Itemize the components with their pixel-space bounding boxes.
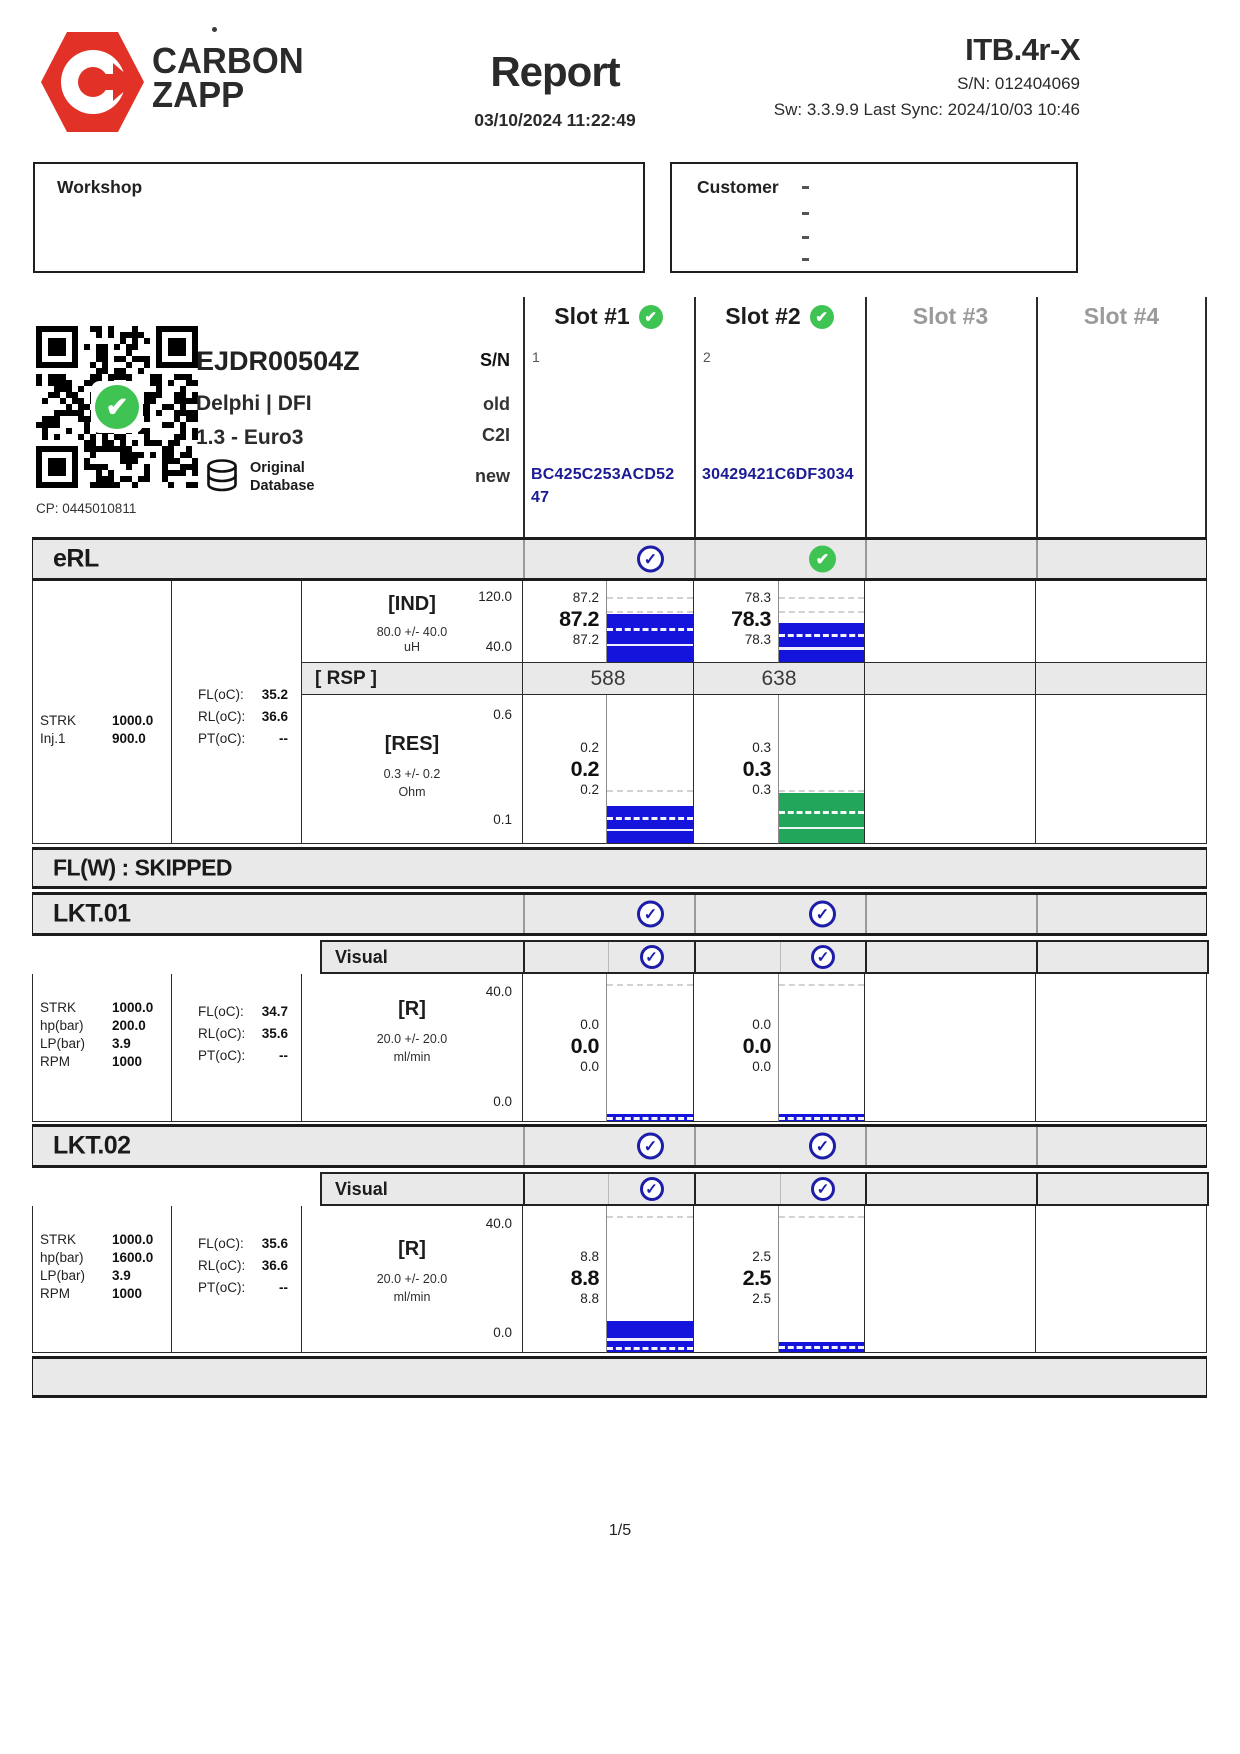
temp-value: -- [279, 731, 288, 746]
value-avg: 0.0 [742, 1034, 771, 1058]
row-label-old: old [483, 394, 510, 414]
slot1-header [523, 303, 694, 330]
param-value: 200.0 [112, 1018, 146, 1033]
slot1-new-c2i: BC425C253ACD5247 [531, 466, 675, 507]
value-avg: 0.3 [742, 757, 771, 781]
lkt01-slot1-check-icon: ✓ [637, 901, 664, 928]
device-model: ITB.4r-X [965, 32, 1080, 67]
rsp-value-slot2 [694, 663, 865, 695]
section-lkt02-title: LKT.02 [53, 1131, 131, 1160]
r-axis-top: 40.0 [485, 1216, 512, 1231]
value-max: 87.2 [572, 632, 599, 647]
lkt01-values-slot2 [694, 974, 779, 1122]
lkt01-values-slot1 [523, 974, 607, 1122]
lkt02-measurements [32, 1206, 1207, 1353]
stray-dot [212, 27, 217, 32]
database-origin [250, 459, 314, 495]
lkt02-visual-slot1-check-icon: ✓ [640, 1177, 664, 1201]
slot2-label: Slot #2 [725, 303, 801, 329]
value-min: 0.2 [580, 740, 599, 755]
value-min: 8.8 [580, 1249, 599, 1264]
value-max: 78.3 [744, 632, 771, 647]
grid-line [523, 540, 525, 578]
page-title: Report [490, 48, 620, 95]
param-value: 3.9 [112, 1036, 131, 1051]
value-max: 2.5 [752, 1291, 771, 1306]
lkt02-visual-slot1-cell [609, 1174, 696, 1204]
lkt02-visual-slot2-cell [781, 1174, 867, 1204]
param-key: STRK [40, 713, 77, 728]
grid-line [694, 297, 696, 537]
slot4-header [1036, 303, 1207, 330]
lkt02-temps [172, 1206, 302, 1353]
flw-skipped-label: FL(W) : SKIPPED [53, 854, 233, 881]
lkt01-visual-label-cell [322, 942, 525, 972]
grid-line [523, 297, 525, 537]
lkt02-graph-slot2 [779, 1206, 865, 1353]
slot1-label: Slot #1 [554, 303, 630, 329]
lkt02-params [33, 1206, 172, 1353]
param-value: 1000.0 [112, 1000, 154, 1015]
lkt02-slot3-empty [865, 1206, 1036, 1353]
ind-values-slot1 [523, 581, 607, 663]
param-key: LP(bar) [40, 1268, 86, 1283]
carbon-zapp-logo [34, 30, 146, 139]
customer-placeholder-dash [802, 212, 809, 215]
temp-key: FL(oC): [198, 1004, 244, 1019]
res-slot3-empty [865, 695, 1036, 844]
ind-slot3-empty [865, 581, 1036, 663]
rsp-slot2: 638 [761, 666, 797, 690]
value-avg: 2.5 [742, 1266, 771, 1290]
r-tolerance: 20.0 +/- 20.0 [376, 1032, 448, 1046]
qr-check-icon: ✔ [95, 385, 139, 429]
ind-tolerance: 80.0 +/- 40.0 [376, 625, 448, 639]
slot2-sn: 2 [703, 349, 711, 365]
rsp-slot1: 588 [590, 666, 626, 690]
lkt01-visual-slot1-cell [609, 942, 696, 972]
report-title-block [420, 48, 690, 131]
customer-placeholder-dash [802, 236, 809, 239]
temp-key: RL(oC): [198, 1026, 246, 1041]
ind-axis-bottom: 40.0 [485, 639, 512, 654]
value-min: 0.0 [580, 1017, 599, 1032]
visual-slot3-empty [867, 1174, 1038, 1204]
grid-line [1036, 540, 1038, 578]
res-slot4-empty [1036, 695, 1207, 844]
param-value: 1000.0 [112, 1232, 154, 1247]
r-name: [R] [398, 998, 426, 1020]
visual-label: Visual [335, 1178, 388, 1199]
grid-line [1036, 895, 1038, 933]
brand-wordmark [152, 40, 304, 115]
database-icon [204, 458, 240, 499]
customer-placeholder-dash [802, 258, 809, 261]
value-avg: 8.8 [570, 1266, 599, 1290]
res-tolerance: 0.3 +/- 0.2 [383, 767, 441, 781]
lkt01-temps [172, 974, 302, 1122]
brand-line1: CARBON [152, 40, 304, 81]
lkt01-r-label-cell [302, 974, 523, 1122]
section-lkt01-title: LKT.01 [53, 899, 131, 928]
slot2-header [694, 303, 865, 330]
res-name: [RES] [384, 733, 440, 755]
grid-line [1205, 297, 1207, 537]
temp-value: 36.6 [261, 1258, 288, 1273]
ind-label-cell [302, 581, 523, 663]
temp-key: PT(oC): [198, 1280, 246, 1295]
value-max: 0.3 [752, 782, 771, 797]
database-origin-line1: Original [250, 460, 305, 476]
slot1-sn: 1 [532, 349, 540, 365]
param-value: 1000 [112, 1054, 143, 1069]
device-block [680, 32, 1080, 120]
grid-line [694, 540, 696, 578]
ind-name: [IND] [388, 593, 436, 615]
value-max: 0.2 [580, 782, 599, 797]
section-erl-header [32, 537, 1207, 581]
param-key: STRK [40, 1000, 77, 1015]
value-max: 0.0 [752, 1059, 771, 1074]
temp-value: 35.2 [261, 687, 288, 702]
value-min: 0.3 [752, 740, 771, 755]
lkt02-slot1-check-icon: ✓ [637, 1133, 664, 1160]
qr-code [36, 326, 198, 488]
param-key: hp(bar) [40, 1250, 84, 1265]
rsp-value-slot1 [523, 663, 694, 695]
grid-line [865, 895, 867, 933]
lkt02-visual-slot2-check-icon: ✓ [811, 1177, 835, 1201]
slot3-header [865, 303, 1036, 330]
param-key: STRK [40, 1232, 77, 1247]
r-axis-top: 40.0 [485, 984, 512, 999]
visual-slot3-empty [867, 942, 1038, 972]
param-key: LP(bar) [40, 1036, 86, 1051]
lkt01-slot2-check-ic on: ✓ [809, 901, 836, 928]
lkt02-values-slot2 [694, 1206, 779, 1353]
temp-value: 36.6 [261, 709, 288, 724]
res-axis-top: 0.6 [493, 707, 512, 722]
lkt01-measurements [32, 974, 1207, 1122]
lkt02-values-slot1 [523, 1206, 607, 1353]
ind-slot4-empty [1036, 581, 1207, 663]
workshop-label: Workshop [57, 177, 143, 197]
temp-key: FL(oC): [198, 687, 244, 702]
visual-slot4-empty [1038, 942, 1209, 972]
value-min: 87.2 [572, 590, 599, 605]
row-label-new: new [474, 466, 510, 486]
param-value: 1000.0 [112, 713, 154, 728]
section-flw-skipped [32, 847, 1207, 889]
temp-key: RL(oC): [198, 1258, 246, 1273]
lkt02-visual-label-cell [322, 1174, 525, 1204]
res-graph-slot2 [779, 695, 865, 844]
lkt02-visual-row [320, 1172, 1209, 1206]
injector-maker: Delphi | DFI [196, 392, 312, 415]
lkt01-slot4-empty [1036, 974, 1207, 1122]
r-unit: ml/min [393, 1290, 431, 1304]
temp-value: 34.7 [261, 1004, 288, 1019]
value-min: 0.0 [752, 1017, 771, 1032]
grid-line [865, 540, 867, 578]
workshop-box [33, 162, 645, 273]
lkt02-r-label-cell [302, 1206, 523, 1353]
erl-slot1-check-icon: ✓ [637, 546, 664, 573]
visual-spacer [525, 942, 609, 972]
lkt02-graph-slot1 [607, 1206, 694, 1353]
section-lkt01-header [32, 892, 1207, 936]
grid-line [1036, 1127, 1038, 1165]
lkt01-slot3-empty [865, 974, 1036, 1122]
grid-line [865, 297, 867, 537]
temp-value: -- [279, 1280, 288, 1295]
slot2-new-c2i: 30429421C6DF3034 [702, 466, 854, 483]
erl-params [33, 581, 172, 844]
cp-number: CP: 0445010811 [36, 501, 137, 516]
grid-line [694, 1127, 696, 1165]
r-tolerance: 20.0 +/- 20.0 [376, 1272, 448, 1286]
r-axis-bottom: 0.0 [493, 1094, 512, 1109]
rsp-label-cell [302, 663, 523, 695]
value-avg: 78.3 [731, 607, 771, 631]
qr-verified-badge [91, 381, 143, 433]
lkt02-slot2-check-icon: ✓ [809, 1133, 836, 1160]
param-key: RPM [40, 1286, 70, 1301]
injector-family: 1.3 - Euro3 [196, 426, 304, 449]
row-label-sn: S/N [479, 350, 510, 370]
slot2-pass-icon: ✔ [810, 305, 834, 329]
param-key: RPM [40, 1054, 70, 1069]
grid-line [694, 895, 696, 933]
temp-key: PT(oC): [198, 731, 246, 746]
customer-box [670, 162, 1078, 273]
value-avg: 0.2 [570, 757, 599, 781]
lkt02-slot4-empty [1036, 1206, 1207, 1353]
visual-slot4-empty [1038, 1174, 1209, 1204]
customer-label: Customer [697, 177, 779, 197]
r-axis-bottom: 0.0 [493, 1325, 512, 1340]
rsp-slot4-empty [1036, 663, 1207, 695]
res-values-slot1 [523, 695, 607, 844]
temp-value: -- [279, 1048, 288, 1063]
visual-label: Visual [335, 946, 388, 967]
database-origin-line2: Database [250, 478, 315, 495]
erl-measurements [32, 581, 1207, 844]
visual-spacer [696, 1174, 781, 1204]
value-max: 0.0 [580, 1059, 599, 1074]
res-axis-bottom: 0.1 [493, 812, 512, 827]
temp-key: PT(oC): [198, 1048, 246, 1063]
temp-key: RL(oC): [198, 709, 246, 724]
temp-value: 35.6 [261, 1236, 288, 1251]
erl-slot2-check-icon: ✔ [809, 546, 836, 573]
page-number: 1/5 [608, 1522, 632, 1539]
temp-value: 35.6 [261, 1026, 288, 1041]
res-graph-slot1 [607, 695, 694, 844]
lkt01-visual-slot2-check-icon: ✓ [811, 945, 835, 969]
value-min: 2.5 [752, 1249, 771, 1264]
customer-placeholder-dash [802, 186, 809, 189]
param-value: 1600.0 [112, 1250, 154, 1265]
res-unit: Ohm [398, 785, 426, 799]
erl-temps [172, 581, 302, 844]
lkt01-visual-row [320, 940, 1209, 974]
value-avg: 0.0 [570, 1034, 599, 1058]
lkt01-params [33, 974, 172, 1122]
lkt01-visual-slot2-cell [781, 942, 867, 972]
temp-key: FL(oC): [198, 1236, 244, 1251]
device-sw-sync: Sw: 3.3.9.9 Last Sync: 2024/10/03 10:46 [773, 100, 1080, 119]
ind-graph-slot1 [607, 581, 694, 663]
grid-line [523, 1127, 525, 1165]
lkt01-graph-slot2 [779, 974, 865, 1122]
row-label-c2i: C2I [481, 425, 510, 445]
injector-code: EJDR00504Z [196, 346, 360, 376]
ind-graph-slot2 [779, 581, 865, 663]
res-values-slot2 [694, 695, 779, 844]
value-avg: 87.2 [559, 607, 599, 631]
res-label-cell [302, 695, 523, 844]
rsp-slot3-empty [865, 663, 1036, 695]
slot4-label: Slot #4 [1083, 303, 1160, 329]
r-unit: ml/min [393, 1050, 431, 1064]
param-key: Inj.1 [40, 731, 66, 746]
bottom-empty-bar [32, 1356, 1207, 1398]
report-datetime: 03/10/2024 11:22:49 [474, 110, 636, 130]
ind-axis-top: 120.0 [478, 589, 512, 604]
section-erl-title: eRL [53, 544, 99, 573]
visual-spacer [696, 942, 781, 972]
param-value: 1000 [112, 1286, 143, 1301]
grid-line [523, 895, 525, 933]
visual-spacer [525, 1174, 609, 1204]
param-value: 3.9 [112, 1268, 131, 1283]
slot3-label: Slot #3 [912, 303, 989, 329]
param-key: hp(bar) [40, 1018, 84, 1033]
value-max: 8.8 [580, 1291, 599, 1306]
ind-values-slot2 [694, 581, 779, 663]
r-name: [R] [398, 1238, 426, 1260]
rsp-name: [ RSP ] [315, 667, 377, 689]
brand-line2: ZAPP [152, 73, 245, 115]
ind-unit: uH [404, 640, 420, 654]
section-lkt02-header [32, 1124, 1207, 1168]
grid-line [865, 1127, 867, 1165]
device-serial: S/N: 012404069 [957, 74, 1080, 93]
grid-line [1036, 297, 1038, 537]
slot1-pass-icon: ✔ [639, 305, 663, 329]
value-min: 78.3 [744, 590, 771, 605]
param-value: 900.0 [112, 731, 146, 746]
lkt01-visual-slot1-check-icon: ✓ [640, 945, 664, 969]
lkt01-graph-slot1 [607, 974, 694, 1122]
